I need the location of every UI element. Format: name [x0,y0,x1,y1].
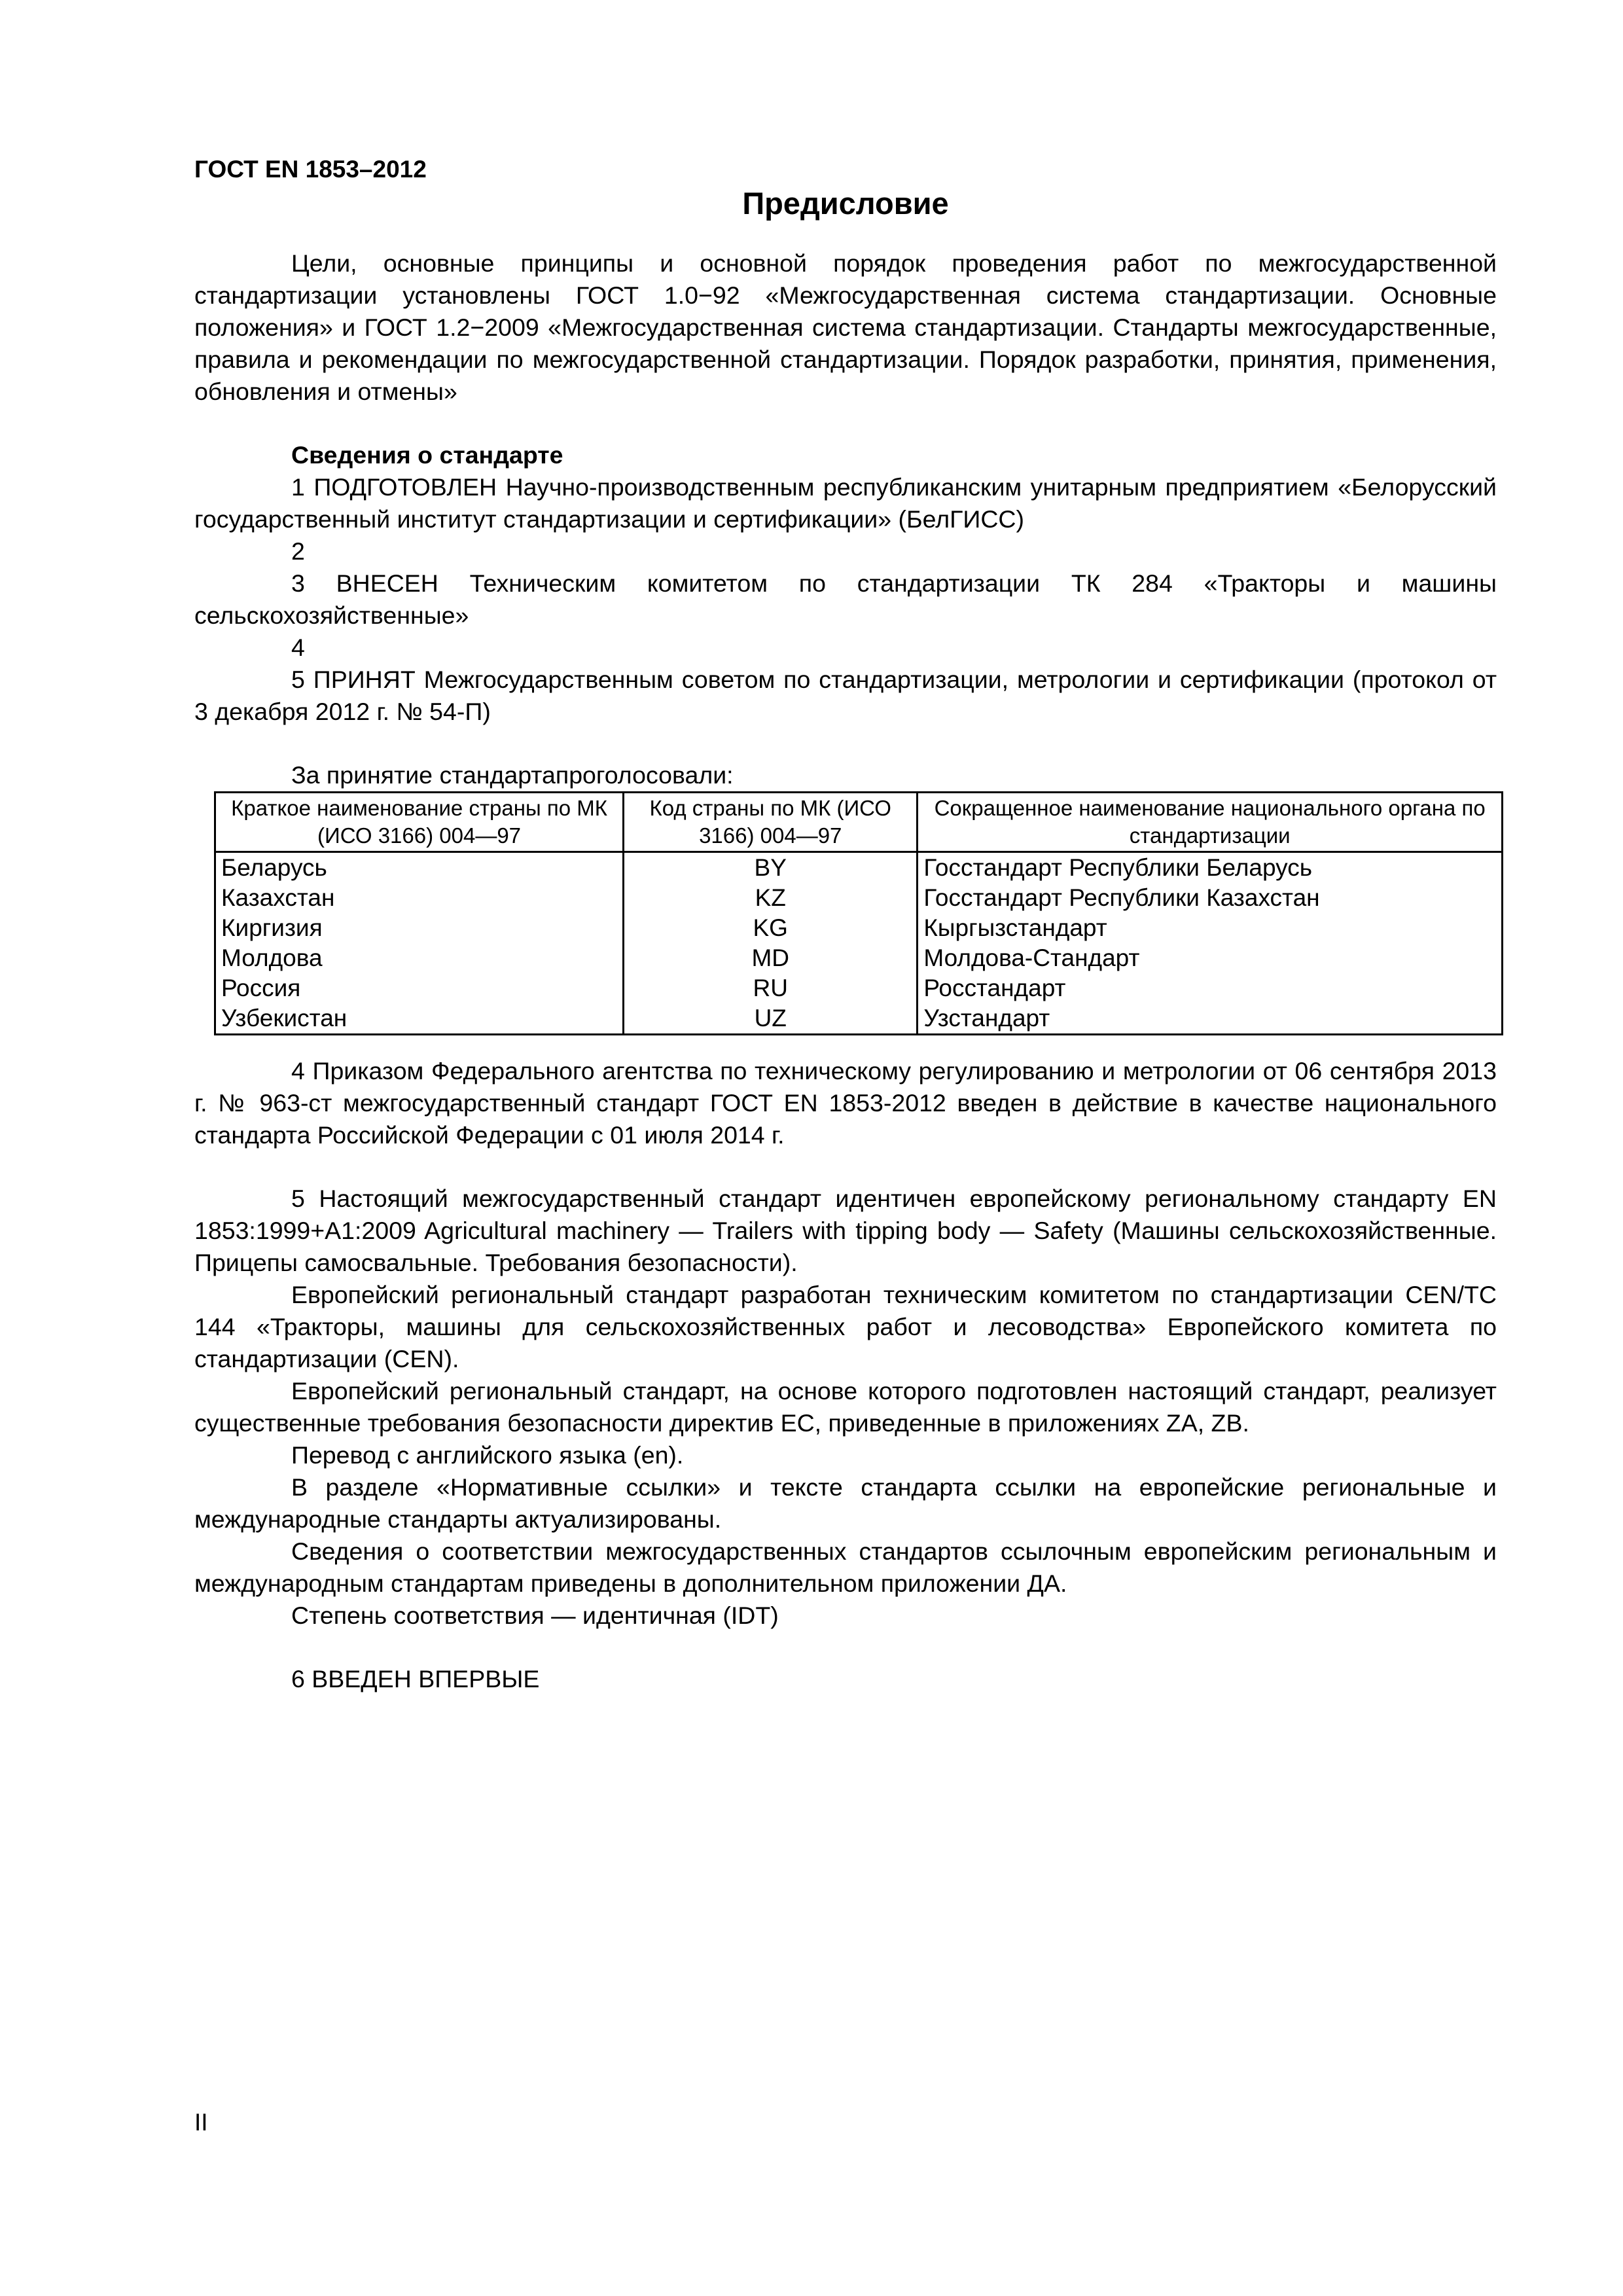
organ-cell: Молдова-Стандарт [918,943,1503,973]
organ-cell: Госстандарт Республики Казахстан [918,883,1503,913]
references-paragraph: В разделе «Нормативные ссылки» и тексте стандарта ссылки на европейские региональные и международные стандарты актуализированы. [194,1473,1497,1533]
info-item-1: 1 ПОДГОТОВЛЕН Научно-производственным республиканским унитарным предприятием «Белорусский государственный институт стандартизации и сертификации» (БелГИСС) [194,473,1497,533]
document-code: ГОСТ EN 1853–2012 [194,156,427,183]
translation-paragraph: Перевод с английского языка (en). [291,1441,684,1469]
organ-cell: Росстандарт [918,973,1503,1003]
code-cell: KG [624,913,918,943]
code-cell: MD [624,943,918,973]
identity-paragraph: 5 Настоящий межгосударственный стандарт идентичен европейскому региональному стандарту EN 1853:1999+A1:2009 Agricultural machinery — Trailers with tipping body — Safety (Машины сельскохозяйственные. Прицепы самосвальные. Требования безопасности). [194,1185,1497,1276]
degree-paragraph: Степень соответствия — идентичная (IDT) [291,1602,779,1629]
table-row [215,852,1503,884]
page-content [194,247,1497,1695]
code-cell: RU [624,973,918,1003]
organ-cell: Узстандарт [918,1003,1503,1035]
table-row [215,913,1503,943]
country-cell: Казахстан [215,883,624,913]
first-introduced-paragraph: 6 ВВЕДЕН ВПЕРВЫЕ [291,1665,540,1693]
info-heading: Сведения о стандарте [291,441,563,469]
page-number: II [194,2109,208,2136]
table-row [215,883,1503,913]
organ-cell: Кыргызстандарт [918,913,1503,943]
table-header-row [215,793,1503,852]
header-organ: Сокращенное наименование национального органа по стандартизации [918,793,1503,852]
code-cell: BY [624,852,918,884]
info-item-5: 5 ПРИНЯТ Межгосударственным советом по стандартизации, метрологии и сертификации (протокол от 3 декабря 2012 г. № 54-П) [194,666,1497,725]
order-paragraph: 4 Приказом Федерального агентства по техническому регулированию и метрологии от 06 сентября 2013 г. № 963-ст межгосударственный стандарт ГОСТ EN 1853-2012 введен в действие в качестве национального стандарта Российской Федерации с 01 июля 2014 г. [194,1057,1497,1149]
country-cell: Киргизия [215,913,624,943]
table-row [215,1003,1503,1035]
code-cell: KZ [624,883,918,913]
conformity-paragraph: Сведения о соответствии межгосударственных стандартов ссылочным европейским региональным и международным стандартам приведены в дополнительном приложении ДА. [194,1537,1497,1597]
directives-paragraph: Европейский региональный стандарт, на основе которого подготовлен настоящий стандарт, реализует существенные требования безопасности директив ЕС, приведенные в приложениях ZA, ZB. [194,1377,1497,1437]
header-country: Краткое наименование страны по МК (ИСО 3166) 004—97 [215,793,624,852]
info-item-4: 4 [291,634,305,661]
organ-cell: Госстандарт Республики Беларусь [918,852,1503,884]
info-item-2: 2 [291,537,305,565]
info-item-3: 3 ВНЕСЕН Техническим комитетом по стандартизации ТК 284 «Тракторы и машины сельскохозяйственные» [194,569,1497,629]
header-code: Код страны по МК (ИСО 3166) 004—97 [624,793,918,852]
table-row [215,973,1503,1003]
voting-table [214,791,1503,1035]
intro-paragraph: Цели, основные принципы и основной порядок проведения работ по межгосударственной стандартизации установлены ГОСТ 1.0−92 «Межгосударственная система стандартизации. Основные положения» и ГОСТ 1.2−2009 «Межгосударственная система стандартизации. Стандарты межгосударственные, правила и рекомендации по межгосударственной стандартизации. Порядок разработки, принятия, применения, обновления и отмены» [194,249,1497,405]
country-cell: Узбекистан [215,1003,624,1035]
country-cell: Беларусь [215,852,624,884]
table-row [215,943,1503,973]
country-cell: Молдова [215,943,624,973]
page-title: Предисловие [742,186,949,221]
code-cell: UZ [624,1003,918,1035]
vote-caption: За принятие стандартапроголосовали: [291,761,734,789]
country-cell: Россия [215,973,624,1003]
committee-paragraph: Европейский региональный стандарт разработан техническим комитетом по стандартизации CEN/TC 144 «Тракторы, машины для сельскохозяйственных работ и лесоводства» Европейского комитета по стандартизации (CEN). [194,1281,1497,1372]
